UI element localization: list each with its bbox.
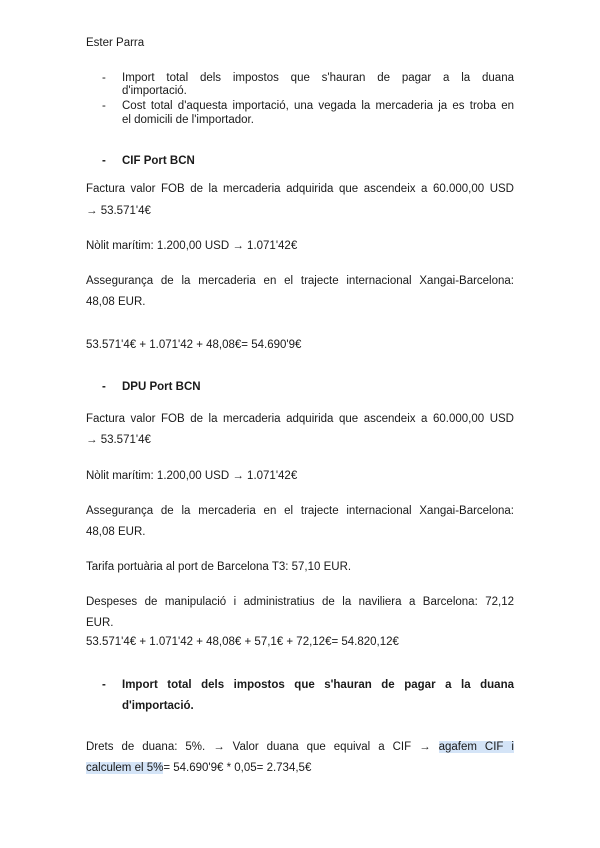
- cif-asseguranca-line1: Assegurança de la mercaderia en el trajecte internacional Xangai-Barcelona:: [86, 275, 514, 287]
- intro-bullet-2-line2: el domicili de l'importador.: [122, 114, 254, 126]
- dpu-heading: DPU Port BCN: [122, 381, 201, 393]
- intro-bullet-1-line1: Import total dels impostos que s'hauran de pagar a la duana: [122, 72, 514, 84]
- dpu-factura-line1: Factura valor FOB de la mercaderia adquirida que ascendeix a 60.000,00 USD: [86, 413, 514, 425]
- dpu-total: 53.571'4€ + 1.071'42 + 48,08€ + 57,1€ + 72,12€= 54.820,12€: [86, 636, 399, 648]
- drets-line1: [86, 741, 514, 753]
- dpu-despeses-line1: Despeses de manipulació i administratius de la naviliera a Barcelona: 72,12: [86, 596, 514, 608]
- author-name: Ester Parra: [86, 37, 145, 49]
- drets-line2: [86, 762, 514, 774]
- bullet-marker: -: [102, 72, 106, 84]
- dpu-factura-line2: → 53.571'4€: [86, 434, 151, 446]
- dpu-despeses-line2: EUR.: [86, 617, 114, 629]
- cif-factura-line2: → 53.571'4€: [86, 205, 151, 217]
- impostos-heading-line2: d'importació.: [122, 700, 194, 712]
- bullet-marker: -: [102, 381, 106, 393]
- bullet-marker: -: [102, 100, 106, 112]
- cif-heading: CIF Port BCN: [122, 155, 195, 167]
- intro-bullet-1-line2: d'importació.: [122, 85, 187, 97]
- drets-calc: = 54.690'9€ * 0,05= 2.734,5€: [163, 762, 312, 774]
- intro-bullet-2-line1: Cost total d'aquesta importació, una vegada la mercaderia ja es troba en: [122, 100, 514, 112]
- cif-total: 53.571'4€ + 1.071'42 + 48,08€= 54.690'9€: [86, 339, 302, 351]
- dpu-asseguranca-line1: Assegurança de la mercaderia en el trajecte internacional Xangai-Barcelona:: [86, 505, 514, 517]
- impostos-heading-line1: Import total dels impostos que s'hauran de pagar a la duana: [122, 679, 514, 691]
- dpu-asseguranca-line2: 48,08 EUR.: [86, 526, 146, 538]
- drets-highlight-2: calculem el 5%: [86, 762, 164, 774]
- dpu-tarifa: Tarifa portuària al port de Barcelona T3: 57,10 EUR.: [86, 561, 352, 573]
- cif-asseguranca-line2: 48,08 EUR.: [86, 296, 146, 308]
- bullet-marker: -: [102, 155, 106, 167]
- bullet-marker: -: [102, 679, 106, 691]
- drets-highlight-1: agafem CIF i: [438, 741, 514, 753]
- cif-nolit: Nòlit marítim: 1.200,00 USD → 1.071'42€: [86, 240, 298, 252]
- dpu-nolit: Nòlit marítim: 1.200,00 USD → 1.071'42€: [86, 470, 298, 482]
- drets-text: Drets de duana: 5%. → Valor duana que equival a CIF →: [86, 741, 431, 753]
- cif-factura-line1: Factura valor FOB de la mercaderia adquirida que ascendeix a 60.000,00 USD: [86, 183, 514, 195]
